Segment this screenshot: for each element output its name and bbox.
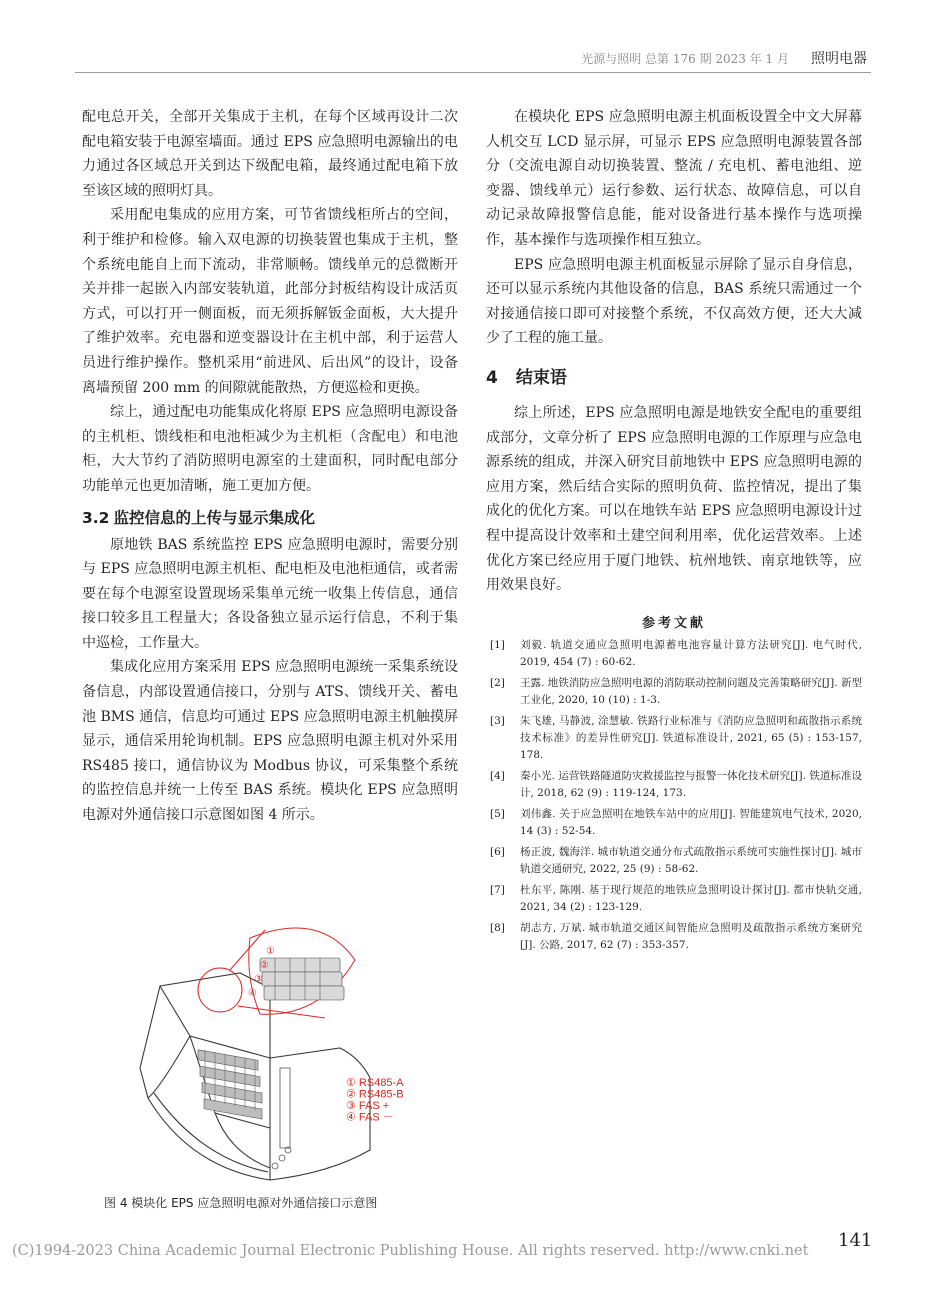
paragraph: 原地铁 BAS 系统监控 EPS 应急照明电源时，需要分别与 EPS 应急照明电源主机柜、配电柜及电池柜通信，或者需要在每个电源室设置现场采集单元统一收集上传信息，通信接口较多且工程量大；各设备独立显示运行信息，不利于集中巡检，工作量大。 [82,536,458,651]
reference-text: 杜东平, 陈刚. 基于现行规范的地铁应急照明设计探讨[J]. 都市快轨交通, 2021, 34 (2) : 123-129. [520,883,862,913]
reference-text: 杨正波, 魏海洋. 城市轨道交通分布式疏散指示系统可实施性探讨[J]. 城市轨道交通研究, 2022, 25 (9) : 58-62. [520,845,862,875]
section-number: 3.2 [82,508,110,527]
legend-entry: ③ FAS + [346,1100,390,1112]
section-title: 结束语 [515,367,567,388]
marker-label: ③ [254,974,263,985]
reference-text: 秦小光. 运营铁路隧道防灾救援监控与报警一体化技术研究[J]. 铁道标准设计, 2018, 62 (9) : 119-124, 173. [520,769,862,799]
reference-item [486,768,862,802]
section-heading-4 [486,365,862,391]
paragraph: 集成化应用方案采用 EPS 应急照明电源统一采集系统设备信息，内部设置通信接口，分别与 ATS、馈线开关、蓄电池 BMS 通信，信息均可通过 EPS 应急照明电源主机触摸屏显示，通信采用轮询机制。EPS 应急照明电源主机对外采用 RS485 接口，通信协议为 Modbus 协议，可采集整个系统的监控信息并统一上传至 BAS 系统。模块化 EPS 应急照明电源对外通信接口示意图如图 4 所示。 [82,659,458,824]
reference-item [486,920,862,954]
figure-caption: 图 4 模块化 EPS 应急照明电源对外通信接口示意图 [104,1196,378,1210]
reference-number: [7] [490,883,505,896]
marker-label: ④ [248,988,257,999]
running-header [75,46,871,73]
left-column [82,105,458,828]
page-number: 141 [838,1230,873,1251]
reference-number: [3] [490,714,505,727]
marker-label: ② [260,960,269,971]
paragraph: EPS 应急照明电源主机面板显示屏除了显示自身信息，还可以显示系统内其他设备的信息，BAS 系统只需通过一个对接通信接口即可对接整个系统，不仅高效方便，还大大减少了工程的施工量。 [486,256,862,347]
references-title: 参考文献 [641,615,706,631]
reference-item [486,882,862,916]
reference-text: 王露. 地铁消防应急照明电源的消防联动控制问题及完善策略研究[J]. 新型工业化, 2020, 10 (10) : 1-3. [520,676,862,706]
journal-info: 光源与照明 总第 176 期 2023 年 1 月 [581,52,789,66]
paragraph: 综上所述，EPS 应急照明电源是地铁安全配电的重要组成部分，文章分析了 EPS 应急照明电源的工作原理与应急电源系统的组成，并深入研究目前地铁中 EPS 应急照明电源的应用方案，然后结合实际的照明负荷、监控情况，提出了集成化的优化方案。可以在地铁车站 EPS 应急照明电源设计过程中提高设计效率和土建空间利用率，优化运营效率。上述优化方案已经应用于厦门地铁、杭州地铁、南京地铁等，应用效果良好。 [486,404,862,594]
section-heading-3-2 [82,505,458,531]
reference-item [486,713,862,764]
paragraph: 在模块化 EPS 应急照明电源主机面板设置全中文大屏幕人机交互 LCD 显示屏，可显示 EPS 应急照明电源装置各部分（交流电源自动切换装置、整流 / 充电机、蓄电池组、逆变器、馈线单元）运行参数、运行状态、故障信息，可以自动记录故障报警信息能，能对设备进行基本操作与选项操作，基本操作与选项操作相互独立。 [486,109,862,248]
section-title: 监控信息的上传与显示集成化 [113,508,315,527]
references-list [486,637,862,954]
reference-item [486,844,862,878]
section-name: 照明电器 [811,51,867,67]
reference-item [486,806,862,840]
reference-number: [5] [490,807,505,820]
reference-item [486,675,862,709]
reference-item [486,637,862,671]
eps-cabinet-illustration [120,918,450,1186]
figure-4 [120,918,450,1186]
reference-text: 胡志方, 万斌. 城市轨道交通区间智能应急照明及疏散指示系统方案研究[J]. 公路, 2017, 62 (7) : 353-357. [520,921,862,951]
legend-entry: ④ FAS － [346,1111,394,1124]
reference-text: 朱飞雄, 马静波, 涂慧敏. 铁路行业标准与《消防应急照明和疏散指示系统技术标准》的差异性研究[J]. 铁道标准设计, 2021, 65 (5) : 153-157, 178. [520,714,862,761]
paragraph: 采用配电集成的应用方案，可节省馈线柜所占的空间，利于维护和检修。输入双电源的切换装置也集成于主机，整个系统电能自上而下流动，非常顺畅。馈线单元的总微断开关并排一起嵌入内部安装轨道，此部分封板结构设计成活页方式，可以打开一侧面板，而无须拆解钣金面板，大大提升了维护效率。充电器和逆变器设计在主机中部，利于运营人员进行维护操作。整机采用“前进风、后出风”的设计，设备离墙预留 200 mm 的间隙就能散热，方便巡检和更换。 [82,207,458,396]
reference-number: [2] [490,676,505,689]
section-number: 4 [486,367,498,388]
reference-number: [6] [490,845,505,858]
legend-entry: ② RS485-B [346,1088,404,1101]
paragraph: 配电总开关，全部开关集成于主机，在每个区域再设计二次配电箱安装于电源室墙面。通过 EPS 应急照明电源输出的电力通过各区域总开关到达下级配电箱，最终通过配电箱下放至该区域的照明灯具。 [82,109,458,199]
paragraph: 综上，通过配电功能集成化将原 EPS 应急照明电源设备的主机柜、馈线柜和电池柜减少为主机柜（含配电）和电池柜，大大节约了消防照明电源室的土建面积，同时配电部分功能单元也更加清晰，施工更加方便。 [82,404,458,494]
copyright-footer: (C)1994-2023 China Academic Journal Electronic Publishing House. All rights reserved. http://www.cnki.net [12,1243,809,1259]
right-column [486,105,862,958]
reference-text: 刘伟鑫. 关于应急照明在地铁车站中的应用[J]. 智能建筑电气技术, 2020, 14 (3) : 52-54. [520,807,862,837]
reference-number: [4] [490,769,505,782]
legend-entry: ① RS485-A [346,1077,404,1089]
reference-text: 刘毅. 轨道交通应急照明电源蓄电池容量计算方法研究[J]. 电气时代, 2019, 454 (7) : 60-62. [520,638,862,668]
reference-number: [8] [490,921,505,934]
marker-label: ① [266,946,275,957]
reference-number: [1] [490,638,505,651]
